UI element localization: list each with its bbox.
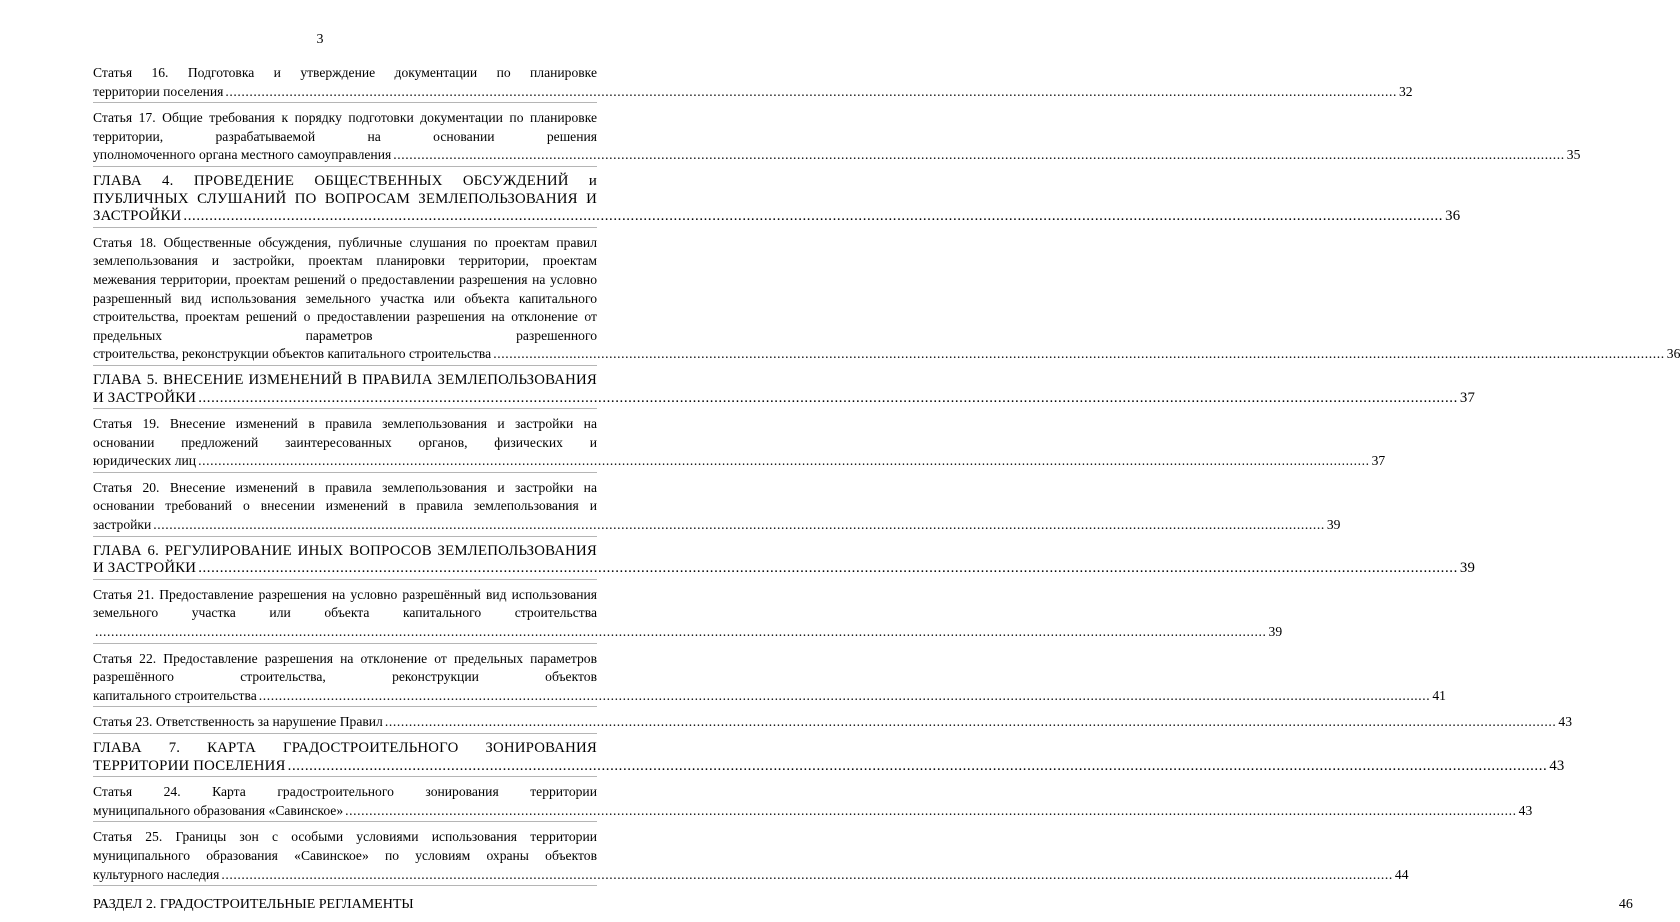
toc-entry-title: Статья 22. Предоставление разрешения на отклонение от предельных параметров разрешённого строительства, реконструкции объектов (93, 650, 597, 685)
toc-article-entry[interactable] (93, 586, 1283, 644)
toc-entry-last-line (93, 83, 1413, 102)
toc-entry-title-end: Статья 23. Ответственность за нарушение Правил (93, 714, 383, 730)
toc-entry-last-line (93, 389, 1476, 408)
toc-entry-title-end: уполномоченного органа местного самоуправления (93, 147, 392, 163)
toc-entry-last-line (93, 757, 1565, 776)
toc-entry-title-end: ТЕРРИТОРИИ ПОСЕЛЕНИЯ (93, 757, 286, 774)
toc-page-number: 37 (1459, 389, 1476, 406)
toc-page-number: 46 (1618, 897, 1633, 913)
dot-leader: ..................................................................................................................................................................................................................................................................................................... (198, 560, 1458, 577)
dot-leader: ..................................................................................................................................................................................................................................................................................................... (153, 517, 1325, 533)
toc-page-number: 36 (1445, 208, 1461, 225)
toc-chapter-entry[interactable] (93, 172, 1461, 228)
dot-leader: ..................................................................................................................................................................................................................................................................................................... (225, 83, 1397, 99)
toc-entry-last-line (93, 623, 1283, 642)
dot-leader: ..................................................................................................................................................................................................................................................................................................... (183, 208, 1444, 225)
toc-article-entry[interactable] (93, 64, 1413, 103)
toc-entry-title: ГЛАВА 7. КАРТА ГРАДОСТРОИТЕЛЬНОГО ЗОНИРОВАНИЯ (93, 740, 597, 756)
toc-article-entry[interactable] (93, 109, 1581, 167)
toc-entry-last-line (93, 866, 1409, 885)
toc-page-number: 37 (1371, 453, 1386, 469)
toc-entry-title: ГЛАВА 4. ПРОВЕДЕНИЕ ОБЩЕСТВЕННЫХ ОБСУЖДЕНИЙ и ПУБЛИЧНЫХ СЛУШАНИЙ ПО ВОПРОСАМ ЗЕМЛЕПОЛЬЗОВАНИЯ И (93, 172, 597, 207)
toc-article-entry[interactable] (93, 713, 1572, 734)
toc-entry-title: Статья 19. Внесение изменений в правила землепользования и застройки на основании предложений заинтересованных органов, физических и (93, 416, 597, 450)
toc-entry-last-line (93, 208, 1461, 226)
toc-page-number: 43 (1518, 802, 1533, 818)
toc-entry-last-line (93, 713, 1572, 732)
toc-page-number: 41 (1432, 687, 1446, 703)
toc-entry-last-line (93, 516, 1341, 535)
toc-page-number: 43 (1558, 714, 1572, 730)
toc-article-entry[interactable] (93, 234, 1680, 366)
toc-entry-last-line (93, 345, 1680, 364)
toc-entry-title: Статья 24. Карта градостроительного зонирования территории (93, 784, 597, 800)
toc-page-number: 32 (1398, 83, 1413, 99)
toc-page-number: 44 (1394, 866, 1409, 882)
toc-entry-last-line (93, 896, 1633, 915)
toc-entry-title-end: застройки (93, 517, 152, 533)
toc-entry-title-end: территории поселения (93, 83, 224, 99)
page-number: 3 (316, 32, 324, 47)
dot-leader: ..................................................................................................................................................................................................................................................................................................... (95, 624, 1267, 640)
toc-page-number: 39 (1268, 624, 1283, 640)
toc-entry-title-end: РАЗДЕЛ 2. ГРАДОСТРОИТЕЛЬНЫЕ РЕГЛАМЕНТЫ (93, 897, 414, 913)
toc-entry-title: ГЛАВА 6. РЕГУЛИРОВАНИЕ ИНЫХ ВОПРОСОВ ЗЕМЛЕПОЛЬЗОВАНИЯ (93, 542, 597, 559)
dot-leader: ..................................................................................................................................................................................................................................................................................................... (384, 714, 1557, 730)
toc-entry-last-line (93, 687, 1446, 706)
toc-entry-last-line (93, 452, 1386, 471)
dot-leader: ..................................................................................................................................................................................................................................................................................................... (198, 453, 1370, 469)
dot-leader: ..................................................................................................................................................................................................................................................................................................... (221, 866, 1393, 882)
toc-section-entry[interactable] (93, 896, 1633, 916)
toc-entry-last-line (93, 802, 1533, 821)
toc-entry-title-end: строительства, реконструкции объектов капитального строительства (93, 346, 492, 362)
dot-leader: ..................................................................................................................................................................................................................................................................................................... (287, 757, 1548, 774)
toc-entry-title-end: капитального строительства (93, 687, 257, 703)
toc-article-entry[interactable] (93, 783, 1533, 822)
toc-article-entry[interactable] (93, 650, 1446, 708)
toc-page-number: 36 (1666, 346, 1680, 362)
dot-leader: ..................................................................................................................................................................................................................................................................................................... (345, 802, 1517, 818)
toc-chapter-entry[interactable] (93, 740, 1565, 777)
toc-entry-last-line (93, 560, 1476, 578)
toc-entry-title-end: муниципального образования «Савинское» (93, 802, 344, 818)
dot-leader: ..................................................................................................................................................................................................................................................................................................... (493, 346, 1665, 362)
toc-entry-title-end: культурного наследия (93, 866, 220, 882)
toc-entry-title: ГЛАВА 5. ВНЕСЕНИЕ ИЗМЕНЕНИЙ В ПРАВИЛА ЗЕМЛЕПОЛЬЗОВАНИЯ (93, 371, 597, 388)
toc-article-entry[interactable] (93, 479, 1341, 537)
table-of-contents (93, 64, 1680, 922)
toc-page-number: 39 (1326, 517, 1341, 533)
dot-leader: ..................................................................................................................................................................................................................................................................................................... (258, 687, 1431, 703)
toc-entry-last-line (93, 146, 1581, 165)
toc-entry-title: Статья 18. Общественные обсуждения, публичные слушания по проектам правил землепользования и застройки, проектам планировки территории, проектам межевания территории, проектам решений о предоставлении разрешения на условно разрешенный вид использования земельного участка или объекта капитального строительства, проектам решений о предоставлении разрешения на отклонение от предельных параметров разрешенного (93, 234, 597, 343)
toc-entry-title-end: ЗАСТРОЙКИ (93, 208, 182, 225)
toc-entry-title: Статья 17. Общие требования к порядку подготовки документации по планировке территории, разрабатываемой на основании решения (93, 110, 597, 144)
toc-entry-title: Статья 25. Границы зон с особыми условиями использования территории муниципального образования «Савинское» по условиям охраны объектов (93, 829, 597, 863)
toc-chapter-entry[interactable] (93, 371, 1476, 409)
dot-leader: ..................................................................................................................................................................................................................................................................................................... (393, 147, 1565, 163)
toc-entry-title-end: юридических лиц (93, 453, 197, 469)
toc-page-number: 43 (1549, 757, 1565, 774)
toc-chapter-entry[interactable] (93, 542, 1476, 580)
toc-entry-title: Статья 16. Подготовка и утверждение документации по планировке (93, 65, 597, 80)
toc-article-entry[interactable] (93, 828, 1409, 886)
toc-page-number: 39 (1459, 560, 1476, 577)
toc-entry-title-end: И ЗАСТРОЙКИ (93, 389, 197, 406)
toc-entry-title: Статья 20. Внесение изменений в правила землепользования и застройки на основании требований о внесении изменений в правила землепользования и (93, 479, 597, 514)
toc-article-entry[interactable] (93, 415, 1386, 473)
toc-entry-title: Статья 21. Предоставление разрешения на условно разрешённый вид использования земельного участка или объекта капитального строительства (93, 586, 597, 621)
toc-page-number: 35 (1566, 147, 1581, 163)
dot-leader: ..................................................................................................................................................................................................................................................................................................... (198, 389, 1458, 406)
toc-entry-title-end: И ЗАСТРОЙКИ (93, 560, 197, 577)
